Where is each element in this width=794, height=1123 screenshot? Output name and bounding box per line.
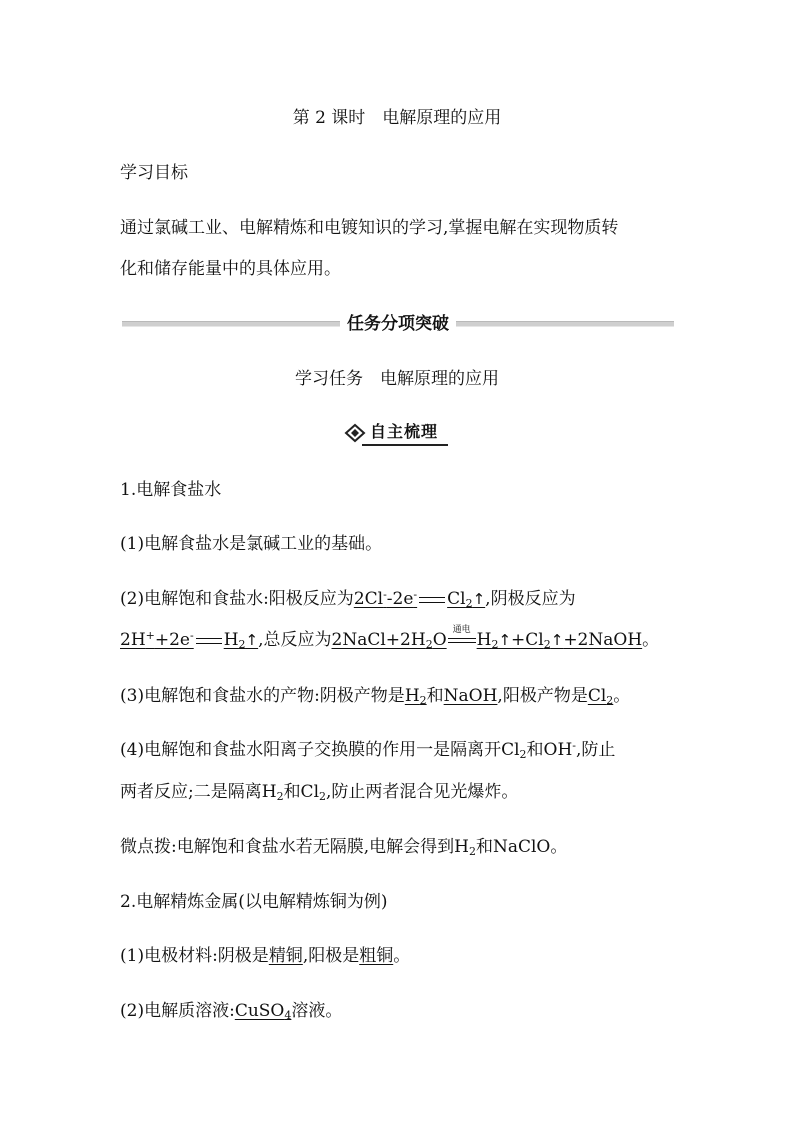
p4-text: 和OH: [526, 740, 573, 760]
tip-text: 和NaClO。: [475, 837, 568, 857]
self-study-badge: [344, 421, 450, 445]
objectives-heading: 学习目标: [120, 163, 188, 183]
total-equation: [331, 624, 643, 651]
subscript: 2: [491, 638, 499, 651]
charge-sup: -: [413, 588, 418, 601]
section-banner: [122, 313, 674, 335]
item1-p2-line1: [120, 588, 678, 610]
p4-text: ,防止两者混合见光爆炸。: [326, 782, 519, 802]
electrolyte: [235, 1001, 292, 1021]
h-symbol: H: [404, 686, 420, 706]
p4-text: 和Cl: [283, 782, 320, 802]
cathode-equation: [120, 630, 258, 650]
cathode-electrons: +2e: [154, 630, 190, 650]
subscript: 2: [276, 790, 284, 803]
lesson-title: 第 2 课时 电解原理的应用: [292, 108, 502, 128]
p3-prefix: (3)电解饱和食盐水的产物:阴极产物是: [120, 686, 405, 706]
charge-sup: -: [383, 588, 387, 601]
anode-product: Cl: [447, 589, 466, 609]
cathode-product-naoh: NaOH: [443, 686, 498, 706]
period: 。: [642, 630, 660, 650]
period: 。: [393, 946, 411, 966]
total-chlorine: +Cl: [511, 630, 544, 650]
badge-underline: [362, 444, 448, 446]
p1-prefix: (1)电极材料:阴极是: [120, 946, 269, 966]
electrolysis-condition: [447, 624, 477, 648]
condition-text: 通电: [452, 624, 471, 635]
equals-sign: [419, 597, 445, 603]
objectives-text-line1: 通过氯碱工业、电解精炼和电镀知识的学习,掌握电解在实现物质转: [120, 218, 619, 238]
gas-arrow-icon: ↑: [472, 590, 486, 608]
charge-sup: -: [190, 629, 194, 642]
subscript: 2: [519, 748, 527, 761]
p2-end: 溶液。: [291, 1001, 343, 1021]
and-word: 和: [426, 686, 444, 706]
gas-arrow-icon: ↑: [245, 631, 259, 649]
item1-p1: (1)电解食盐水是氯碱工业的基础。: [120, 534, 383, 554]
period: 。: [613, 686, 631, 706]
item1-p2-middle: ,阴极反应为: [485, 589, 576, 609]
anode-material: 粗铜: [359, 946, 394, 966]
cathode-product: H: [223, 630, 239, 650]
item1-p4-line2: [120, 781, 678, 803]
total-label: ,总反应为: [258, 630, 332, 650]
p3-mid: ,阳极产物是: [497, 686, 588, 706]
subscript: 2: [419, 694, 427, 707]
tip-note: [120, 836, 678, 858]
charge-sup: +: [145, 629, 155, 642]
total-naoh: +2NaOH: [563, 630, 643, 650]
subscript: 2: [465, 597, 473, 610]
cathode-product-h2: [405, 686, 427, 706]
subscript: 2: [238, 638, 246, 651]
gas-arrow-icon: ↑: [498, 631, 512, 649]
item1-p4-line1: [120, 739, 678, 761]
cl-symbol: Cl: [587, 686, 607, 706]
section-banner-label: 任务分项突破: [347, 314, 449, 334]
p4-text: (4)电解饱和食盐水阳离子交换膜的作用一是隔离开Cl: [120, 740, 520, 760]
p1-mid: ,阳极是: [302, 946, 360, 966]
subscript: 2: [319, 790, 327, 803]
condition-equals: [448, 638, 476, 643]
subscript: 2: [543, 638, 551, 651]
anode-reactant: 2Cl: [353, 589, 384, 609]
task-title: 学习任务 电解原理的应用: [295, 369, 499, 389]
electrolyte-formula: CuSO: [234, 1001, 285, 1021]
item1-p2-line2: [120, 624, 678, 651]
tip-text: 微点拨:电解饱和食盐水若无隔膜,电解会得到H: [120, 837, 469, 857]
anode-product-cl2: [588, 686, 613, 706]
anode-equation: [354, 589, 485, 609]
p4-text: 两者反应;二是隔离H: [120, 782, 277, 802]
objectives-text-line2: 化和储存能量中的具体应用。: [120, 259, 341, 279]
charge-sup: -: [572, 739, 577, 752]
subscript: 4: [284, 1009, 292, 1022]
item1-heading: 1.电解食盐水: [120, 480, 222, 500]
total-hydrogen: H: [476, 630, 492, 650]
subscript: 2: [468, 845, 476, 858]
badge-label: 自主梳理: [370, 422, 439, 441]
equals-sign: [196, 638, 222, 644]
p2-prefix: (2)电解质溶液:: [120, 1001, 235, 1021]
total-reactants: 2NaCl+2H: [331, 630, 426, 650]
water-oxygen: O: [432, 630, 447, 650]
gas-arrow-icon: ↑: [550, 631, 564, 649]
p4-text: ,防止: [576, 740, 616, 760]
cathode-material: 精铜: [268, 946, 303, 966]
diamond-tag-icon: [344, 423, 366, 443]
item2-p2: [120, 1000, 678, 1022]
anode-electrons: -2e: [386, 589, 414, 609]
subscript: 2: [606, 694, 614, 707]
subscript: 2: [425, 638, 433, 651]
item1-p3: [120, 685, 678, 707]
cathode-reactant: 2H: [120, 630, 146, 650]
item1-p2-prefix: (2)电解饱和食盐水:阳极反应为: [120, 589, 354, 609]
item2-heading: 2.电解精炼金属(以电解精炼铜为例): [120, 892, 388, 912]
item2-p1: [120, 945, 678, 967]
